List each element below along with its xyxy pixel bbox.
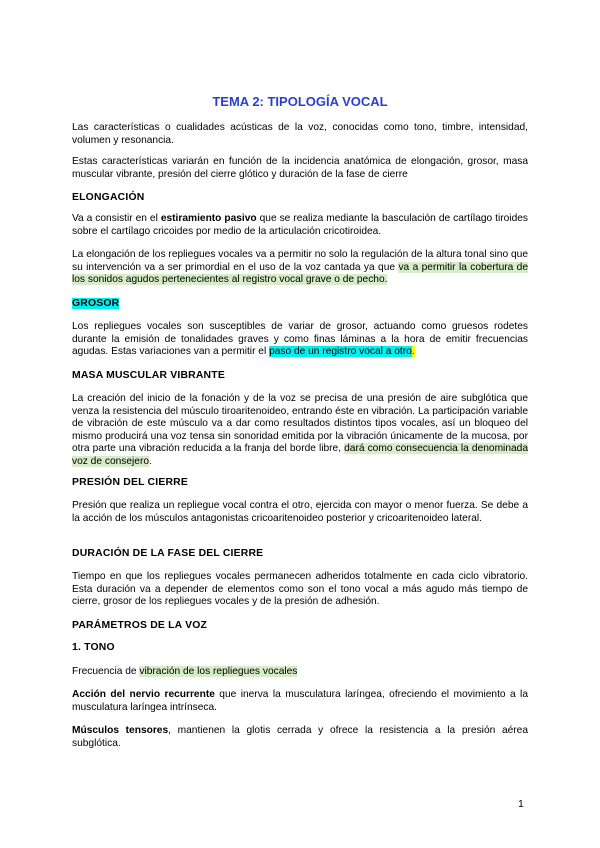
document-title: TEMA 2: TIPOLOGÍA VOCAL — [212, 94, 388, 109]
musculos-tensores-bold: Músculos tensores — [72, 725, 169, 736]
accion-nervio-text: que inerva la musculatura laríngea, ofreciendo el movimiento a la musculatura laríngea intrínseca. — [72, 689, 528, 713]
tono-frecuencia-text: Frecuencia de — [72, 666, 140, 677]
elongacion-p1-bold: estiramiento pasivo — [160, 213, 257, 224]
heading-duracion-cierre: DURACIÓN DE LA FASE DEL CIERRE — [72, 548, 264, 559]
tono-frecuencia-highlight: vibración de los repliegues vocales — [139, 666, 298, 677]
musculos-tensores-text: , mantienen la glotis cerrada y ofrece la resistencia a la presión aérea subglótica. — [72, 725, 529, 749]
masa-p1-end: . — [149, 455, 152, 467]
grosor-heading-highlight: GROSOR — [72, 298, 120, 309]
duracion-paragraph: Tiempo en que los repliegues vocales permanecen adheridos totalmente en cada ciclo vibratorio. Esta duración va a depender de elementos como son el tono vocal a más agudo más tiempo de cierre, grosor de los repliegues vocales y de la presión de adhesión. — [72, 571, 528, 608]
page-number: 1 — [518, 798, 524, 810]
intro-paragraph-1: Las características o cualidades acústicas de la voz, conocidas como tono, timbre, intensidad, volumen y resonancia. — [72, 122, 528, 146]
presion-paragraph: Presión que realiza un repliegue vocal contra el otro, ejercida con mayor o menor fuerza. Se debe a la acción de los músculos antagonistas cricoaritenoideo posterior y cricoaritenoideo lateral. — [72, 500, 528, 524]
elongacion-p2-highlight: va a permitir la cobertura de los sonidos agudos pertenecientes al registro vocal grave o de pecho. — [72, 261, 528, 286]
intro-paragraph-2: Estas características variarán en función de la incidencia anatómica de elongación, grosor, masa muscular vibrante, presión del cierre glótico y duración de la fase de cierre — [72, 156, 528, 180]
elongacion-p2-text: La elongación de los repliegues vocales va a permitir no solo la regulación de la altura tonal sino que su intervención va a ser primordial en el uso de la voz cantada ya que — [72, 249, 528, 273]
grosor-p1-highlight: paso de un registro vocal a otro — [269, 346, 412, 358]
heading-parametros: PARÁMETROS DE LA VOZ — [72, 620, 208, 631]
grosor-p1-end: . — [411, 346, 415, 358]
masa-p1-highlight: dará como consecuencia la denominada voz de consejero — [72, 443, 528, 467]
grosor-p1-text: Los repliegues vocales son susceptibles de variar de grosor, actuando como gruesos rodetes durante la emisión de tonalidades graves y como finas láminas a la hora de emitir frecuencias agudas. Estas variaciones van a permitir el — [72, 321, 528, 358]
masa-p1-text: La creación del inicio de la fonación y de la voz se precisa de una presión de aire subglótica que venza la resistencia del músculo tiroaritenoideo, entrando éste en vibración. La participación variable de vibración de este músculo va a dar como resultados distintos tipos vocales, así un bloqueo del mismo producirá una voz tensa sin sonoridad emitida por la vibración únicamente de la mucosa, por otra parte una vibración reducida a la franja del borde libre, — [72, 393, 528, 455]
tono-frecuencia — [72, 666, 528, 679]
heading-masa-muscular: MASA MUSCULAR VIBRANTE — [72, 370, 225, 381]
elongacion-paragraph-1 — [72, 213, 528, 238]
tono-accion-nervio — [72, 689, 528, 714]
elongacion-p1-text-b: que se realiza mediante la basculación de cartílago tiroides sobre el cartílago cricoides por medio de la articulación cricotiroidea. — [72, 213, 528, 237]
heading-presion-cierre: PRESIÓN DEL CIERRE — [72, 477, 188, 488]
elongacion-paragraph-2 — [72, 249, 528, 287]
heading-grosor — [72, 298, 119, 309]
heading-tono: 1. TONO — [72, 642, 115, 653]
tono-musculos-tensores — [72, 725, 528, 750]
heading-elongacion: ELONGACIÓN — [72, 192, 145, 203]
accion-nervio-bold: Acción del nervio recurrente — [72, 689, 215, 700]
grosor-paragraph — [72, 321, 528, 359]
masa-paragraph — [72, 393, 528, 469]
elongacion-p1-text-a: Va a consistir en el — [72, 213, 161, 224]
